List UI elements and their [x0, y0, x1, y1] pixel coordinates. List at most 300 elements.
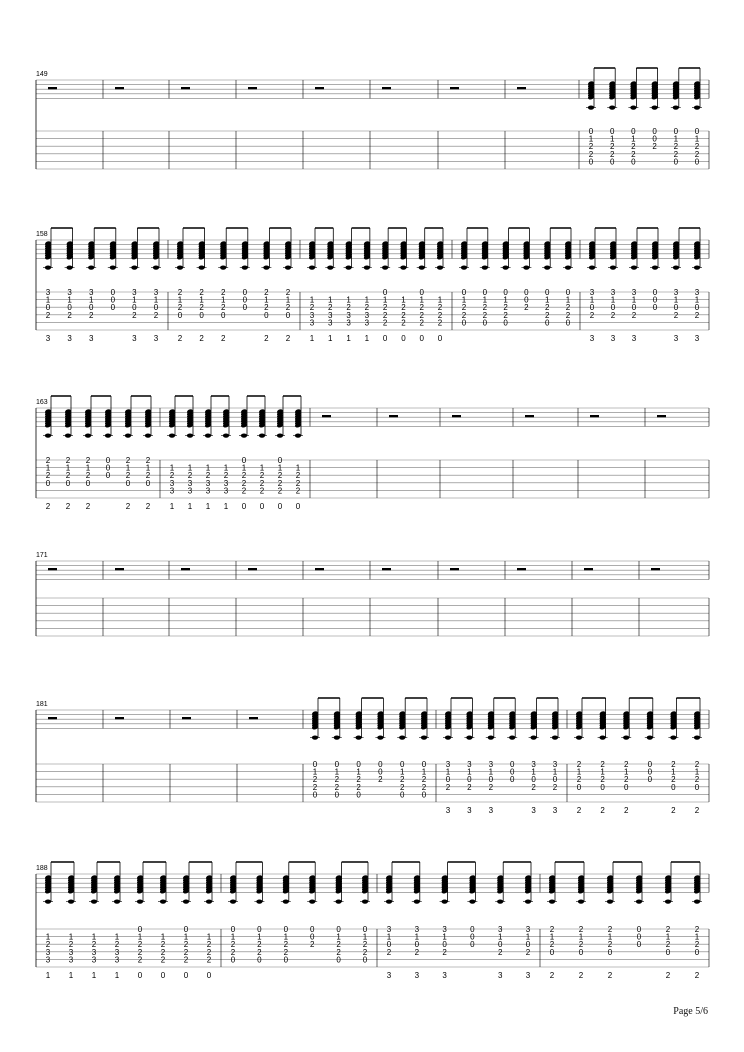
tab-fret: 0	[544, 288, 550, 297]
tab-fret: 0	[242, 303, 248, 313]
tab-fret: 2	[578, 925, 584, 934]
tab-fret: 3	[364, 310, 370, 320]
tab-fret: 2	[600, 775, 605, 785]
tab-fret: 2	[183, 947, 189, 957]
tab-fret: 1	[68, 932, 74, 942]
tab-fret: 0	[647, 760, 653, 769]
tab-fret: 1	[309, 295, 315, 305]
tab-fret: 2	[694, 775, 700, 785]
tab-fret: 3	[414, 925, 420, 934]
tab-fret: 2	[694, 310, 700, 320]
tab-fret: 0	[461, 318, 467, 328]
tab-fret: 1	[67, 295, 72, 305]
tab-fret: 0	[509, 775, 515, 785]
tab-fret: 0	[470, 932, 475, 942]
tab-fret: 0	[65, 478, 71, 488]
tab-fret: 2	[295, 471, 301, 481]
tab-fret: 1	[220, 295, 226, 305]
tab-fret: 2	[419, 303, 424, 313]
tab-fret-bass: 2	[694, 971, 700, 980]
tab-fret: 3	[525, 925, 531, 934]
tab-fret: 1	[334, 767, 340, 777]
tab-fret: 1	[467, 767, 472, 777]
whole-rest	[115, 717, 124, 719]
tab-fret: 3	[497, 925, 503, 934]
tab-fret: 2	[259, 471, 265, 481]
tab-fret-bass: 1	[205, 502, 211, 511]
tab-fret: 2	[401, 318, 406, 328]
tab-fret: 2	[694, 925, 700, 934]
tab-fret: 1	[285, 295, 291, 305]
tab-fret: 2	[264, 303, 269, 313]
tab-fret: 0	[673, 303, 679, 313]
tab-fret: 0	[378, 767, 383, 777]
tab-fret-bass: 3	[67, 334, 72, 343]
tab-fret: 0	[277, 456, 283, 465]
tab-fret: 0	[631, 157, 636, 167]
tab-fret: 1	[177, 295, 183, 305]
tab-fret: 0	[241, 456, 247, 465]
tab-fret-bass: 2	[578, 971, 584, 980]
tab-fret: 1	[45, 463, 51, 473]
tab-fret: 0	[309, 932, 315, 942]
tab-fret: 1	[414, 932, 420, 942]
tab-fret: 3	[386, 925, 392, 934]
tab-fret: 0	[671, 782, 676, 792]
tab-fret: 1	[183, 932, 189, 942]
tab-fret: 0	[609, 157, 615, 167]
tab-fret: 1	[153, 295, 159, 305]
tab-fret: 2	[482, 310, 488, 320]
tab-fret-bass: 3	[497, 971, 503, 980]
tab-fret: 1	[482, 295, 488, 305]
tab-fret: 0	[524, 288, 529, 297]
tab-fret: 0	[623, 782, 629, 792]
tab-fret: 2	[419, 310, 424, 320]
tab-fret: 1	[488, 767, 494, 777]
tab-fret: 2	[145, 471, 151, 481]
tab-fret-bass: 2	[665, 971, 671, 980]
tab-fret: 3	[589, 288, 595, 297]
whole-rest	[115, 568, 124, 570]
tab-fret: 1	[673, 295, 679, 305]
tab-fret: 0	[230, 925, 236, 934]
tab-fret: 2	[283, 940, 289, 950]
tab-fret-bass: 2	[45, 502, 51, 511]
tab-fret: 1	[199, 295, 204, 305]
tab-fret: 0	[589, 303, 595, 313]
whole-rest	[452, 415, 461, 417]
tab-fret: 2	[694, 760, 700, 769]
tab-fret: 0	[220, 310, 226, 320]
tab-fret: 0	[199, 310, 204, 320]
tab-fret-bass: 1	[114, 971, 120, 980]
tab-fret: 2	[336, 940, 341, 950]
tab-fret: 0	[399, 790, 405, 800]
tab-fret: 1	[187, 463, 193, 473]
tab-fret: 2	[259, 478, 265, 488]
tab-fret: 1	[531, 767, 536, 777]
tab-fret: 2	[259, 486, 265, 496]
tab-fret: 0	[88, 303, 94, 313]
tab-fret: 2	[153, 310, 159, 320]
tab-fret: 2	[382, 318, 388, 328]
whole-rest	[590, 415, 599, 417]
tab-fret: 2	[145, 456, 151, 465]
tab-fret: 0	[652, 134, 657, 144]
tab-fret: 0	[609, 127, 615, 136]
tab-fret-bass: 3	[88, 334, 94, 343]
tab-fret: 1	[565, 295, 571, 305]
tab-fret-bass: 2	[549, 971, 555, 980]
tab-fret: 0	[509, 767, 515, 777]
tab-fret: 2	[386, 947, 392, 957]
tab-fret: 1	[503, 295, 508, 305]
tab-fret: 0	[283, 925, 289, 934]
tab-fret: 2	[257, 947, 262, 957]
tab-fret: 2	[362, 947, 368, 957]
tab-fret: 2	[160, 940, 166, 950]
tab-fret: 0	[419, 288, 424, 297]
tab-fret: 0	[110, 295, 116, 305]
tab-fret: 3	[631, 288, 637, 297]
tab-fret: 2	[295, 478, 301, 488]
tab-fret: 1	[312, 767, 318, 777]
tab-fret: 0	[334, 790, 340, 800]
tab-fret: 0	[242, 288, 248, 297]
tab-fret: 2	[544, 303, 550, 313]
tab-fret: 3	[610, 288, 616, 297]
tab-fret: 0	[153, 303, 159, 313]
tab-fret-bass: 3	[673, 334, 679, 343]
tab-fret: 2	[230, 940, 236, 950]
tab-fret: 1	[665, 932, 671, 942]
tab-fret: 1	[230, 932, 236, 942]
tab-fret-bass: 3	[488, 806, 494, 815]
tab-fret: 0	[652, 288, 658, 297]
tab-fret: 0	[45, 303, 51, 313]
tab-fret: 2	[230, 947, 236, 957]
tab-fret: 1	[45, 932, 51, 942]
tab-fret: 0	[336, 955, 341, 965]
tab-fret-bass: 1	[169, 502, 175, 511]
tab-fret: 1	[549, 932, 555, 942]
tab-fret-bass: 2	[264, 334, 269, 343]
tab-fret-bass: 2	[220, 334, 226, 343]
tab-fret: 1	[610, 295, 616, 305]
tab-fret: 0	[652, 295, 658, 305]
whole-rest	[48, 717, 57, 719]
tab-fret: 2	[665, 925, 671, 934]
tab-fret: 0	[673, 157, 679, 167]
tab-fret: 2	[382, 303, 388, 313]
whole-rest	[181, 568, 190, 570]
tab-fret: 0	[110, 288, 116, 297]
tab-fret-bass: 3	[467, 806, 472, 815]
tab-fret: 2	[312, 775, 318, 785]
tab-fret-bass: 0	[183, 971, 189, 980]
tab-fret: 2	[334, 782, 340, 792]
tab-fret: 2	[694, 142, 700, 152]
tab-fret: 1	[694, 767, 700, 777]
tab-fret: 2	[206, 955, 212, 965]
tab-fret: 0	[386, 940, 392, 950]
tab-fret-bass: 1	[364, 334, 370, 343]
tab-fret: 1	[576, 767, 582, 777]
tab-fret: 3	[88, 288, 94, 297]
tab-fret: 1	[362, 932, 368, 942]
tab-fret: 1	[277, 463, 283, 473]
tab-fret: 1	[437, 295, 443, 305]
tab-fret: 1	[259, 463, 265, 473]
measure-number: 163	[36, 399, 48, 406]
tab-fret: 3	[169, 478, 175, 488]
tab-fret: 2	[421, 775, 427, 785]
tab-fret: 0	[467, 775, 472, 785]
tab-fret: 1	[45, 295, 51, 305]
tab-fret-bass: 3	[531, 806, 536, 815]
tab-fret: 0	[105, 463, 111, 473]
tab-fret: 0	[588, 157, 594, 167]
tab-fret: 0	[552, 775, 558, 785]
tab-fret: 1	[578, 932, 584, 942]
tab-fret: 0	[647, 767, 653, 777]
tab-fret-bass: 2	[199, 334, 204, 343]
tab-fret-bass: 0	[401, 334, 406, 343]
tab-fret: 1	[694, 932, 700, 942]
whole-rest	[517, 568, 526, 570]
tab-fret: 0	[285, 310, 291, 320]
tab-fret: 1	[382, 295, 388, 305]
tab-fret: 2	[169, 471, 175, 481]
measure-number: 188	[36, 865, 48, 872]
whole-rest	[382, 568, 391, 570]
tab-fret: 2	[565, 303, 571, 313]
tab-fret: 2	[160, 947, 166, 957]
tab-fret: 2	[382, 310, 388, 320]
tab-fret: 2	[544, 310, 550, 320]
tab-fret: 2	[461, 310, 467, 320]
tab-fret-bass: 3	[610, 334, 616, 343]
tab-fret: 2	[183, 940, 189, 950]
tab-fret-bass: 2	[607, 971, 613, 980]
tab-fret: 2	[467, 782, 472, 792]
tab-fret: 0	[132, 303, 137, 313]
tab-fret: 2	[549, 925, 555, 934]
tab-fret: 0	[283, 955, 289, 965]
tab-fret: 0	[399, 760, 405, 769]
tab-fret-bass: 1	[68, 971, 74, 980]
tab-fret: 1	[91, 932, 97, 942]
tab-fret: 0	[588, 127, 594, 136]
tab-fret-bass: 2	[600, 806, 605, 815]
whole-rest	[651, 568, 660, 570]
tab-fret: 2	[137, 940, 143, 950]
tab-fret: 3	[68, 947, 74, 957]
tab-fret: 2	[631, 142, 636, 152]
tab-fret: 2	[160, 955, 166, 965]
tab-fret: 2	[277, 471, 283, 481]
tab-fret: 2	[285, 288, 291, 297]
tab-fret: 3	[91, 947, 97, 957]
tab-fret: 0	[600, 782, 605, 792]
tab-fret: 2	[125, 471, 131, 481]
tab-fret: 2	[85, 471, 91, 481]
tab-fret-bass: 0	[419, 334, 424, 343]
tab-fret: 1	[552, 767, 558, 777]
whole-rest	[182, 717, 191, 719]
tab-fret: 0	[105, 456, 111, 465]
tab-fret-bass: 1	[346, 334, 351, 343]
tab-fret: 2	[277, 486, 283, 496]
tab-fret: 3	[442, 925, 447, 934]
tab-fret: 2	[623, 760, 629, 769]
tab-fret: 0	[631, 303, 637, 313]
tab-fret: 0	[636, 925, 642, 934]
tab-fret: 3	[153, 288, 159, 297]
tab-fret: 2	[309, 303, 315, 313]
tab-fret: 1	[241, 463, 247, 473]
tab-fret: 2	[576, 775, 582, 785]
tab-fret-bass: 2	[145, 502, 151, 511]
tab-fret-bass: 2	[285, 334, 291, 343]
tab-fret: 0	[610, 303, 616, 313]
tab-fret: 0	[578, 947, 584, 957]
tab-fret: 0	[257, 955, 262, 965]
tab-fret: 3	[328, 318, 333, 328]
tab-fret: 1	[631, 295, 637, 305]
tab-fret: 1	[525, 932, 531, 942]
tab-fret: 0	[497, 940, 503, 950]
tab-fret: 0	[531, 775, 536, 785]
tab-fret: 2	[631, 149, 636, 159]
tab-fret: 2	[497, 947, 503, 957]
tab-fret: 3	[488, 760, 494, 769]
tab-fret: 0	[652, 127, 657, 136]
tab-fret: 2	[419, 318, 424, 328]
tab-fret: 2	[488, 782, 494, 792]
tab-fret-bass: 1	[187, 502, 193, 511]
tab-fret: 1	[160, 932, 166, 942]
tab-fret: 1	[205, 463, 211, 473]
tab-fret: 2	[671, 760, 676, 769]
tab-fret: 2	[531, 782, 536, 792]
tab-fret-bass: 0	[382, 334, 388, 343]
tab-fret: 1	[169, 463, 175, 473]
tab-fret: 0	[694, 303, 700, 313]
tab-fret: 1	[145, 463, 151, 473]
tab-fret: 0	[503, 288, 508, 297]
tab-fret: 3	[328, 310, 333, 320]
tab-fret: 0	[362, 955, 368, 965]
tab-fret: 2	[421, 782, 427, 792]
tab-fret: 2	[257, 940, 262, 950]
tab-fret: 0	[470, 925, 475, 934]
tab-fret: 0	[45, 478, 51, 488]
tab-fret: 2	[414, 947, 420, 957]
tab-fret: 2	[673, 310, 679, 320]
tab-fret: 2	[45, 471, 51, 481]
tab-fret: 3	[552, 760, 558, 769]
tab-fret: 1	[421, 767, 427, 777]
tab-fret: 2	[401, 303, 406, 313]
tab-fret: 3	[91, 955, 97, 965]
tab-fret: 1	[631, 134, 636, 144]
tab-fret: 2	[442, 947, 447, 957]
tab-fret: 3	[205, 486, 211, 496]
tab-fret: 2	[132, 310, 137, 320]
tab-fret: 3	[45, 947, 51, 957]
tab-fret: 2	[609, 149, 615, 159]
tab-fret: 0	[442, 940, 447, 950]
tab-fret: 0	[378, 760, 383, 769]
tab-fret-bass: 0	[241, 502, 247, 511]
tab-fret: 1	[283, 932, 289, 942]
tab-fret-bass: 3	[445, 806, 451, 815]
whole-rest	[450, 87, 459, 89]
tab-fret: 3	[694, 288, 700, 297]
tab-fret: 0	[264, 310, 269, 320]
tab-fret: 2	[589, 310, 595, 320]
tab-fret: 1	[607, 932, 613, 942]
whole-rest	[315, 87, 324, 89]
tab-fret: 2	[552, 782, 558, 792]
tab-fret: 0	[445, 775, 451, 785]
tab-fret: 0	[312, 790, 318, 800]
tab-fret: 2	[503, 310, 508, 320]
tab-fret: 0	[607, 947, 613, 957]
page-number: Page 5/6	[673, 1006, 708, 1017]
tab-fret: 2	[437, 310, 443, 320]
tab-fret: 3	[223, 478, 229, 488]
tab-fret: 1	[328, 295, 333, 305]
tab-fret-bass: 3	[589, 334, 595, 343]
tab-fret: 3	[346, 318, 351, 328]
tab-fret: 1	[544, 295, 550, 305]
tab-fret: 2	[576, 760, 582, 769]
tab-fret: 2	[206, 940, 212, 950]
tab-fret: 0	[356, 760, 361, 769]
tab-fret: 3	[364, 318, 370, 328]
tab-fret-bass: 0	[437, 334, 443, 343]
tab-fret: 0	[631, 127, 636, 136]
tab-fret: 2	[671, 775, 676, 785]
tab-fret-bass: 1	[91, 971, 97, 980]
tab-fret: 3	[346, 310, 351, 320]
tab-fret-bass: 2	[125, 502, 131, 511]
whole-rest	[249, 717, 258, 719]
tab-fret: 0	[694, 127, 700, 136]
tab-fret-bass: 2	[177, 334, 183, 343]
tab-fret: 0	[67, 303, 72, 313]
tab-fret: 0	[565, 318, 571, 328]
whole-rest	[315, 568, 324, 570]
tab-fret-bass: 3	[552, 806, 558, 815]
tab-fret: 2	[336, 947, 341, 957]
tab-fret: 0	[414, 940, 420, 950]
tab-fret-bass: 3	[386, 971, 392, 980]
tab-fret: 3	[673, 288, 679, 297]
tab-fret: 0	[694, 947, 700, 957]
whole-rest	[389, 415, 398, 417]
tab-fret: 0	[694, 782, 700, 792]
tab-fret: 0	[110, 303, 116, 313]
tab-fret: 2	[623, 775, 629, 785]
whole-rest	[517, 87, 526, 89]
tab-fret: 2	[578, 940, 584, 950]
tab-fret: 2	[610, 310, 616, 320]
tab-fret-bass: 2	[65, 502, 71, 511]
